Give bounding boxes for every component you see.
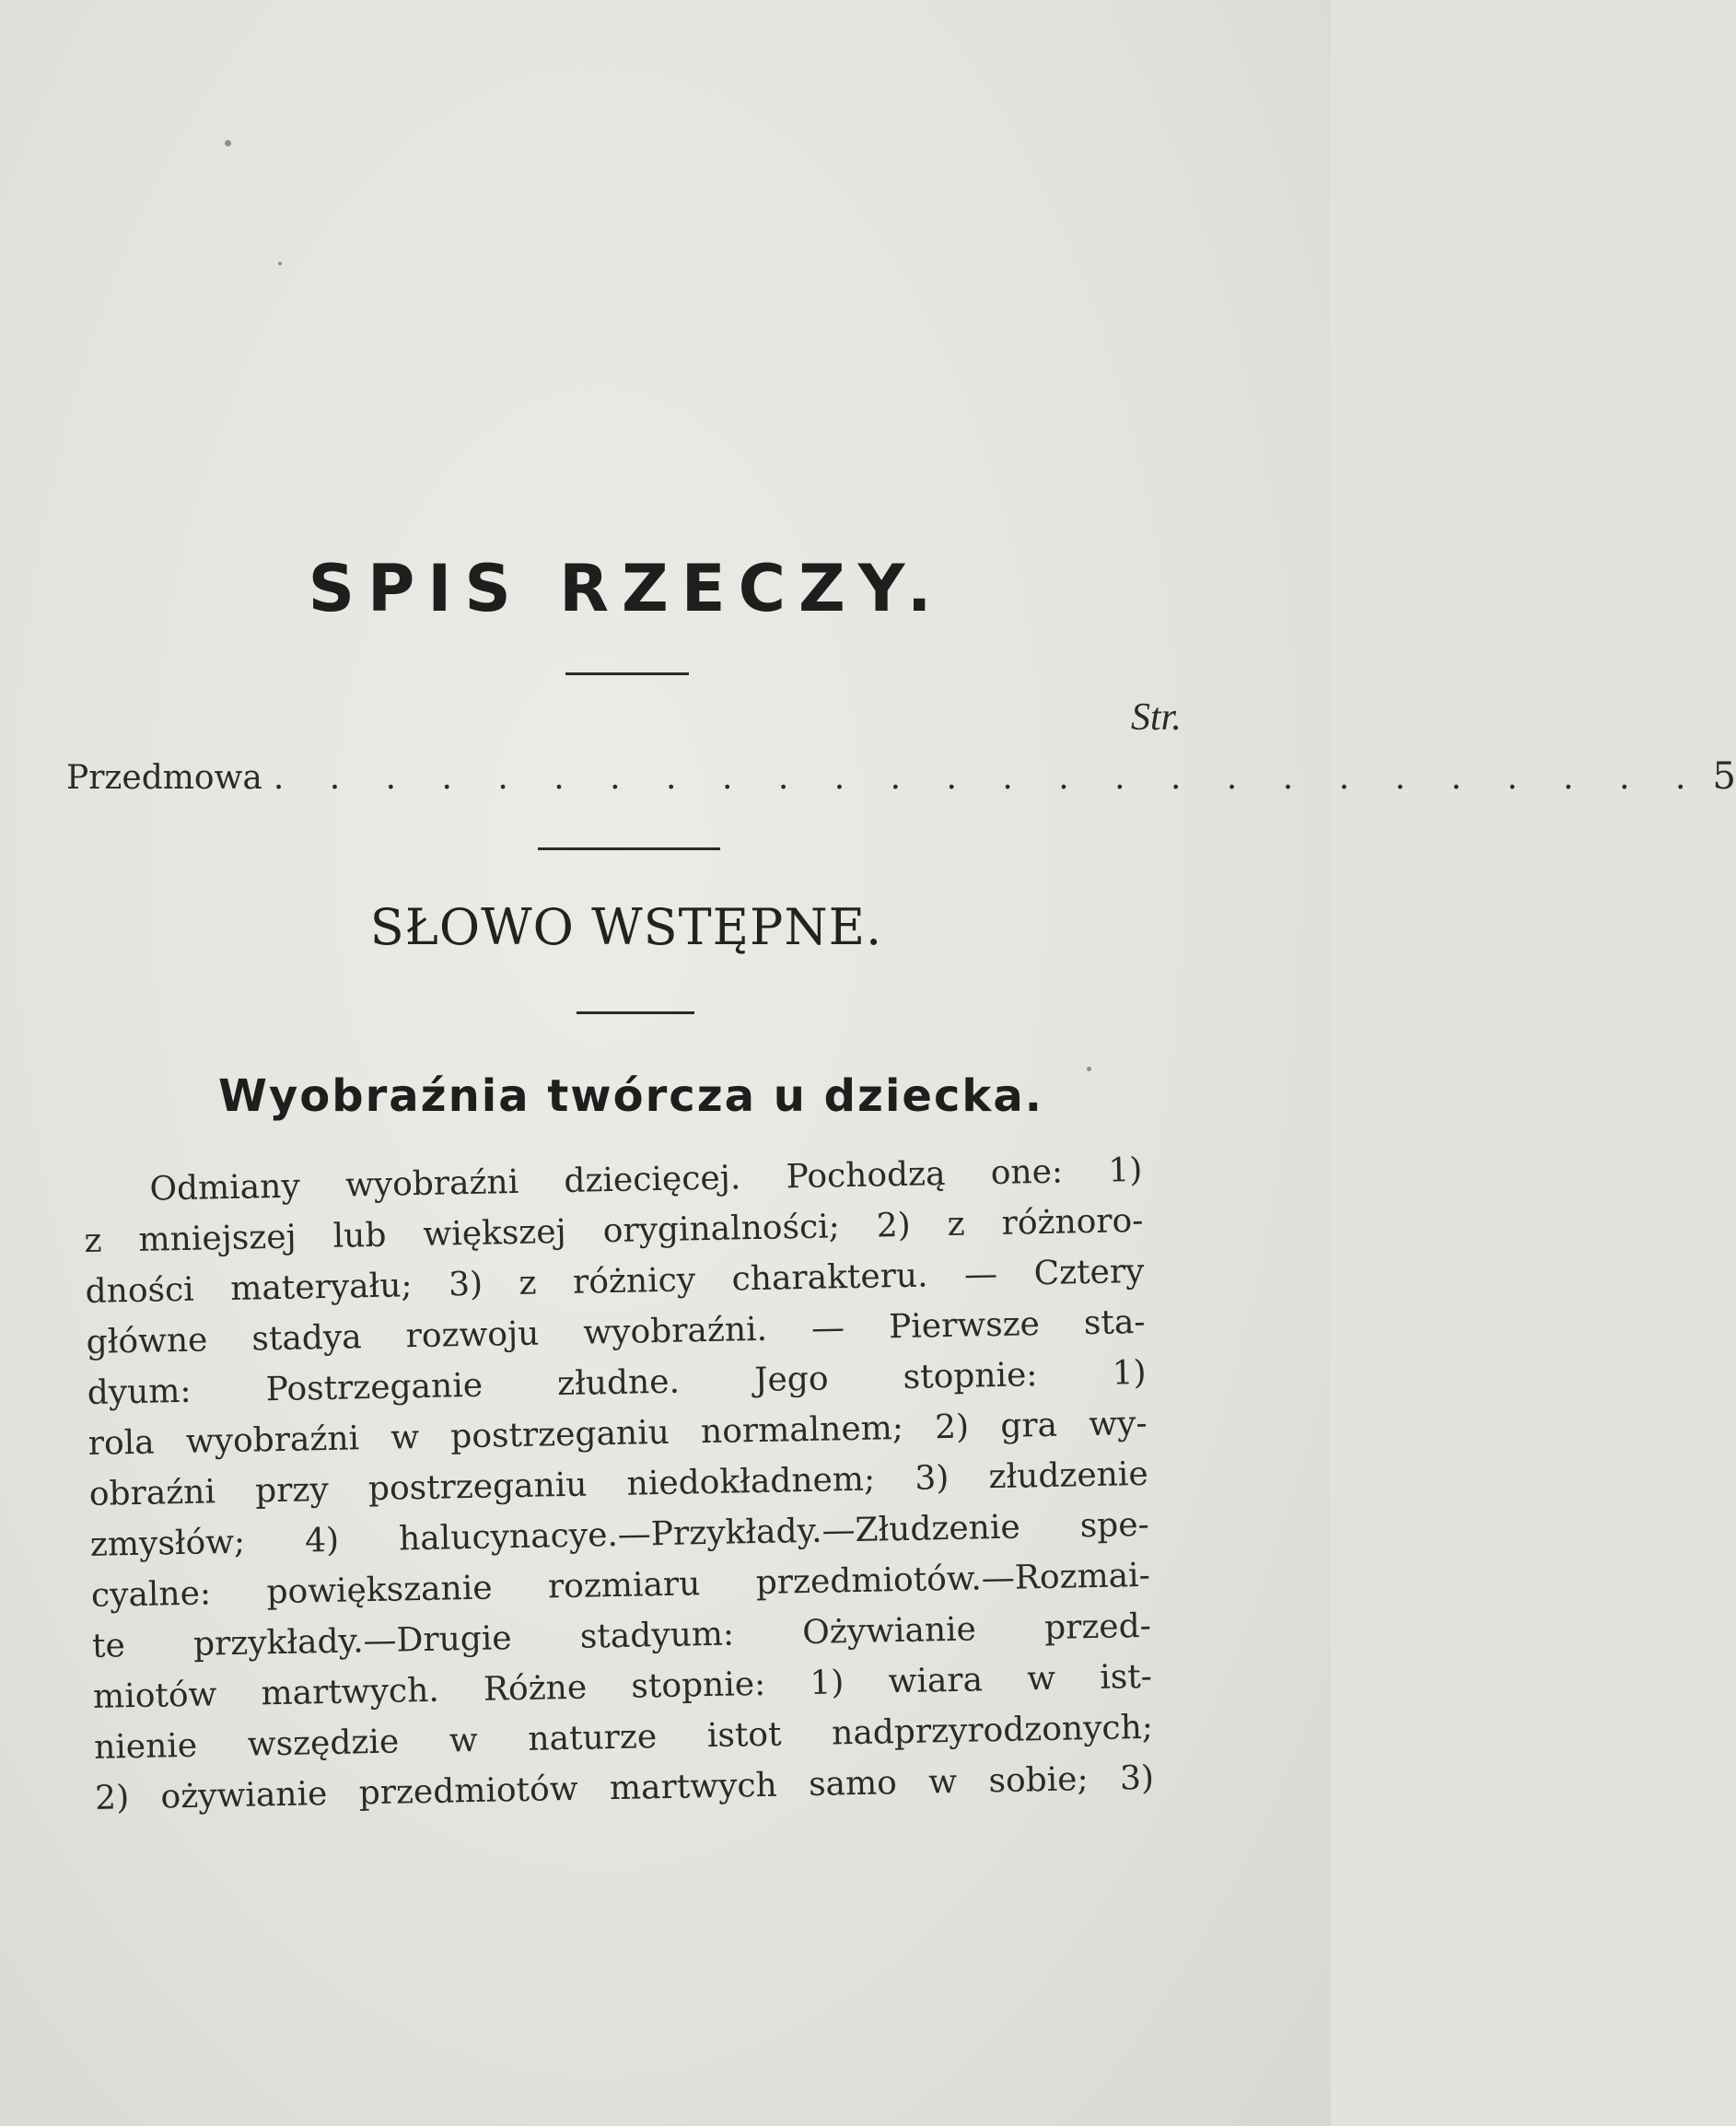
body-line: 2) ożywianie przedmiotów martwych samo w sobie; 3): [94, 1758, 1155, 1817]
body-line: rola wyobraźni w postrzeganiu normalnem; 2) gra wy-: [87, 1404, 1148, 1463]
paper-speck: [225, 140, 231, 146]
toc-leader-dots: . . . . . . . . . . . . . . . . . . . . . . . . . .: [273, 759, 1704, 797]
page-title: SPIS RZECZY.: [308, 551, 945, 626]
body-line: dności materyału; 3) z różnicy charakteru. — Cztery: [85, 1252, 1145, 1311]
paper-speck: [278, 262, 282, 265]
page-column-label: Str.: [1131, 696, 1182, 739]
body-line: główne stadya rozwoju wyobraźni. — Pierwsze sta-: [86, 1302, 1146, 1361]
body-line: zmysłów; 4) halucynacye.—Przykłady.—Złudzenie spe-: [89, 1505, 1150, 1564]
toc-entry-page: 5: [1712, 755, 1736, 798]
body-line: miotów martwych. Różne stopnie: 1) wiara w ist-: [92, 1657, 1153, 1716]
body-line: Odmiany wyobraźni dziecięcej. Pochodzą one: 1): [149, 1151, 1143, 1209]
chapter-summary: [83, 1145, 1155, 1824]
body-line: dyum: Postrzeganie złudne. Jego stopnie: 1): [87, 1353, 1147, 1412]
toc-entry-label: Przedmowa: [66, 759, 262, 797]
chapter-title: Wyobraźnia twórcza u dziecka.: [218, 1070, 1043, 1122]
body-line: cyalne: powiększanie rozmiaru przedmiotów.—Rozmai-: [90, 1556, 1151, 1615]
section-title: SŁOWO WSTĘPNE.: [369, 898, 883, 956]
section-divider: [538, 847, 720, 850]
section-title-divider: [577, 1011, 694, 1014]
title-divider: [565, 672, 689, 675]
body-line: nienie wszędzie w naturze istot nadprzyrodzonych;: [93, 1708, 1154, 1767]
toc-entry: [66, 755, 1736, 798]
body-line: z mniejszej lub większej oryginalności; 2) z różnoro-: [84, 1201, 1144, 1260]
body-line: te przykłady.—Drugie stadyum: Ożywianie przed-: [91, 1606, 1152, 1665]
body-line: obraźni przy postrzeganiu niedokładnem; 3) złudzenie: [88, 1454, 1149, 1513]
